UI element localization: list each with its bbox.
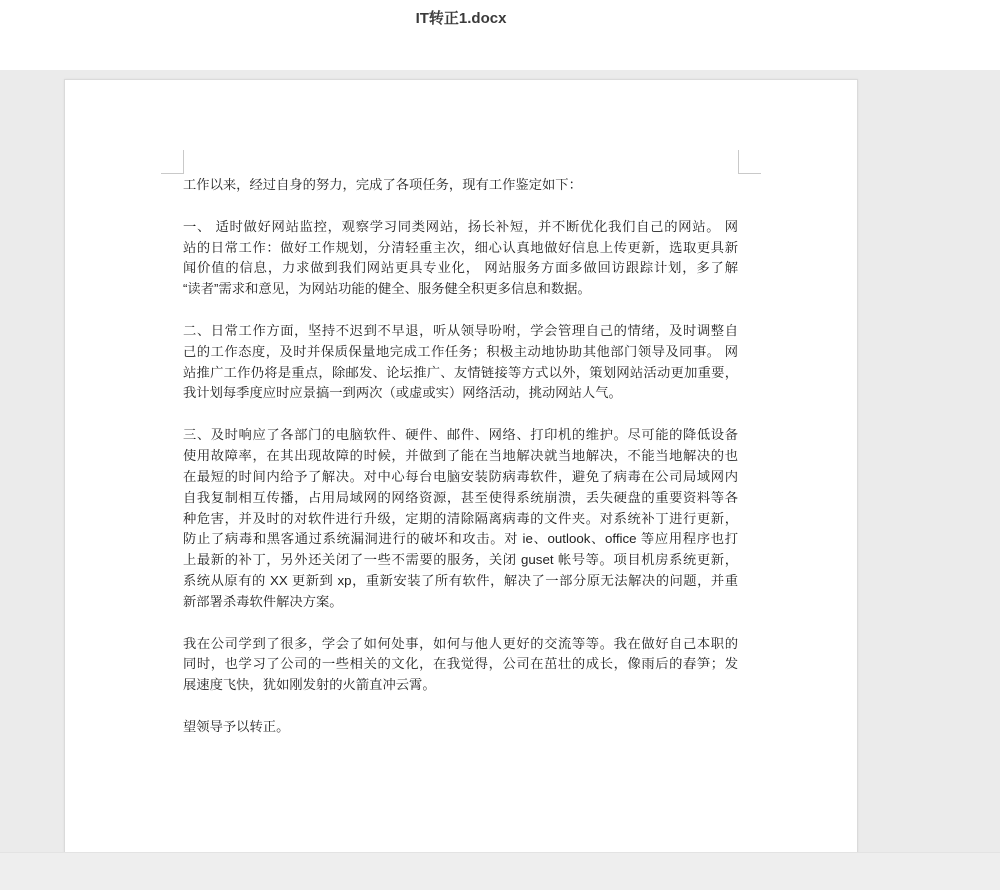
document-line: 闻价值的信息，力求做到我们网站更具专业化， 网站服务方面多做回访跟踪计划，多了解 [183,260,738,276]
document-line: 工作以来，经过自身的努力，完成了各项任务，现有工作鉴定如下： [183,177,582,192]
document-line: 二、日常工作方面，坚持不迟到不早退，听从领导吩咐，学会管理自己的情绪，及时调整自 [183,322,738,338]
document-line: 种危害，并及时的对软件进行升级，定期的清除隔离病毒的文件夹。对系统补丁进行更新， [183,510,738,526]
margin-corner-mark-top-right [738,150,739,174]
paragraph-section-2 [183,321,738,404]
document-line: 我在公司学到了很多，学会了如何处事，如何与他人更好的交流等等。我在做好自己本职的 [183,635,738,651]
bottom-bar [0,852,1000,890]
document-line: “读者”需求和意见，为网站功能的健全、服务健全积更多信息和数据。 [183,281,591,297]
document-line: 三、及时响应了各部门的电脑软件、硬件、邮件、网络、打印机的维护。尽可能的降低设备 [183,427,738,443]
document-line: 防止了病毒和黑客通过系统漏洞进行的破坏和攻击。对 ie、outlook、office 等应用程序也打 [183,531,738,547]
margin-corner-mark-top-left [161,173,184,174]
document-line: 一、 适时做好网站监控，观察学习同类网站，扬长补短，并不断优化我们自己的网站。 网 [183,218,738,234]
document-page [64,79,858,852]
document-line: 使用故障率，在其出现故障的时候，并做到了能在当地解决就当地解决，不能当地解决的也 [183,447,738,463]
margin-corner-mark-top-left [183,150,184,174]
paragraph-summary [183,634,738,697]
document-viewport[interactable] [0,70,1000,852]
document-line: 站推广工作仍将是重点，除邮发、论坛推广、友情链接等方式以外，策划网站活动更加重要， [183,364,738,380]
document-line: 自我复制相互传播，占用局域网的网络资源，甚至使得系统崩溃，丢失硬盘的重要资料等各 [183,489,738,505]
paragraph-section-1 [183,217,738,300]
document-line: 上最新的补丁，另外还关闭了一些不需要的服务，关闭 guset 帐号等。项目机房系统更新， [183,552,738,568]
margin-corner-mark-top-right [738,173,761,174]
paragraph-section-3 [183,425,738,613]
document-line: 展速度飞快，犹如刚发射的火箭直冲云霄。 [183,677,436,693]
document-line: 己的工作态度，及时并保质保量地完成工作任务；积极主动地协助其他部门领导及同事。 网 [183,343,738,359]
paragraph-intro [183,175,738,196]
document-line: 系统从原有的 XX 更新到 xp，重新安装了所有软件，解决了一部分原无法解决的问题，并重 [183,573,738,589]
document-line: 站的日常工作：做好工作规划，分清轻重主次，细心认真地做好信息上传更新，选取更具新 [183,239,738,255]
document-line: 新部署杀毒软件解决方案。 [183,593,343,609]
title-bar [0,0,1000,70]
document-body [183,175,738,759]
document-line: 我计划每季度应时应景搞一到两次（或虚或实）网络活动，挑动网站人气。 [183,385,622,401]
paragraph-closing [183,717,738,738]
document-line: 望领导予以转正。 [183,718,290,734]
document-line: 在最短的时间内给予了解决。对中心每台电脑安装防病毒软件，避免了病毒在公司局域网内 [183,468,738,484]
document-title: IT转正1.docx [415,10,507,27]
document-line: 同时，也学习了公司的一些相关的文化，在我觉得，公司在茁壮的成长，像雨后的春笋；发 [183,656,738,672]
